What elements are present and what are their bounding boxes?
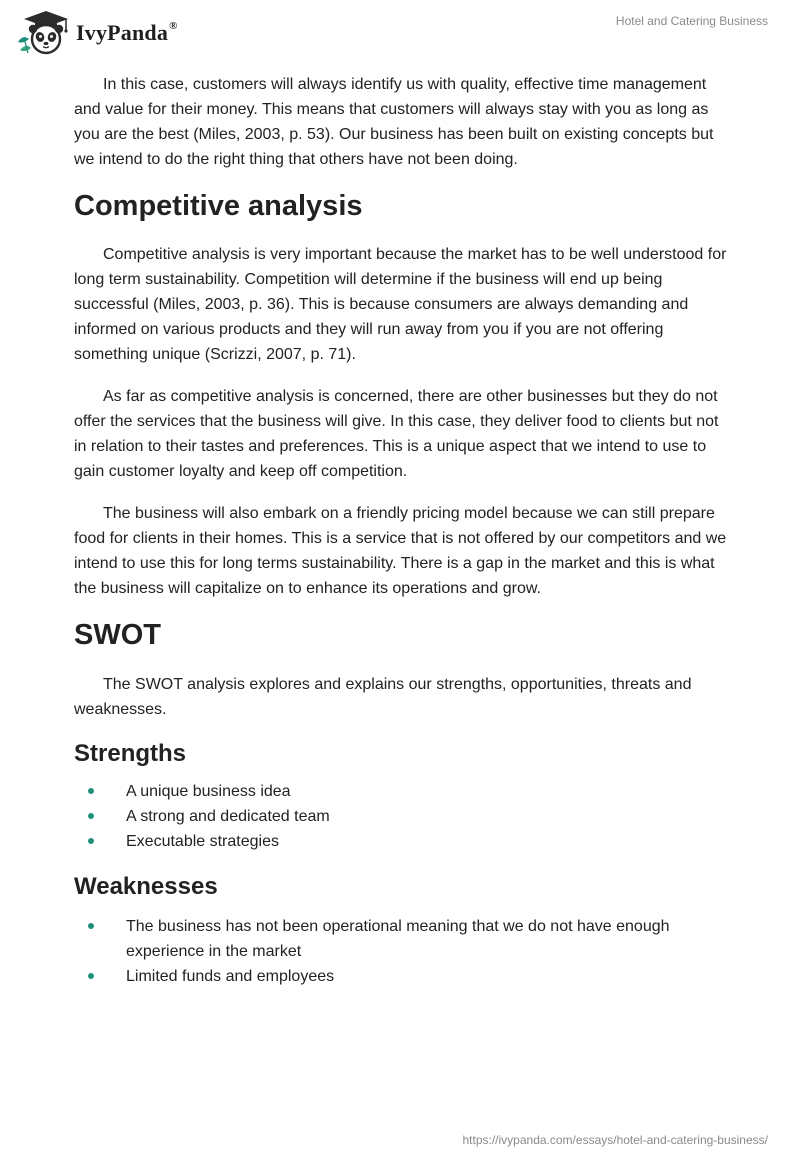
list-item: A unique business idea	[74, 779, 728, 804]
weaknesses-list	[74, 914, 728, 989]
bullet-icon	[88, 923, 94, 929]
weaknesses-heading: Weaknesses	[74, 873, 218, 900]
panda-logo-icon	[14, 8, 72, 56]
competitive-analysis-heading: Competitive analysis	[74, 190, 363, 222]
bullet-icon	[88, 788, 94, 794]
intro-paragraph: In this case, customers will always identify us with quality, effective time management and value for their money. This means that customers will always stay with you as long as you are the best (Miles, 2003, p. 53). Our business has been built on existing concepts but we intend to do the right thing that others have not been doing.	[74, 76, 714, 168]
footer-url-link[interactable]: https://ivypanda.com/essays/hotel-and-catering-business/	[462, 1133, 768, 1147]
ivypanda-logo[interactable]	[14, 8, 178, 56]
competitive-paragraph-1: Competitive analysis is very important because the market has to be well understood for long term sustainability. Competition will determine if the business will end up being successful (Miles, 2003, p. 36). This is because consumers are always demanding and informed on various products and they will run away from you if you are not offering something unique (Scrizzi, 2007, p. 71).	[74, 246, 727, 363]
page-header	[0, 0, 800, 60]
competitive-paragraph-3: The business will also embark on a friendly pricing model because we can still prepare food for clients in their homes. This is a service that is not offered by our competitors and we intend to use this for long terms sustainability. There is a gap in the market and this is what the business will capitalize on to enhance its operations and grow.	[74, 505, 727, 597]
swot-heading: SWOT	[74, 619, 161, 651]
competitive-paragraph-2: As far as competitive analysis is concerned, there are other businesses but they do not offer the services that the business will give. In this case, they deliver food to clients but not in relation to their tastes and preferences. This is a unique aspect that we intend to use to gain customer loyalty and keep off competition.	[74, 388, 719, 480]
bullet-icon	[88, 813, 94, 819]
bullet-icon	[88, 838, 94, 844]
strengths-heading: Strengths	[74, 740, 187, 767]
bullet-icon	[88, 973, 94, 979]
list-item: The business has not been operational meaning that we do not have enough experience in the market	[74, 914, 728, 964]
logo-text: IvyPanda®	[76, 19, 178, 45]
essay-content	[74, 72, 728, 989]
list-item: Executable strategies	[74, 829, 728, 854]
document-title: Hotel and Catering Business	[615, 14, 768, 28]
strengths-list	[74, 779, 728, 854]
swot-paragraph: The SWOT analysis explores and explains our strengths, opportunities, threats and weaknesses.	[74, 676, 692, 718]
list-item: Limited funds and employees	[74, 964, 728, 989]
list-item: A strong and dedicated team	[74, 804, 728, 829]
